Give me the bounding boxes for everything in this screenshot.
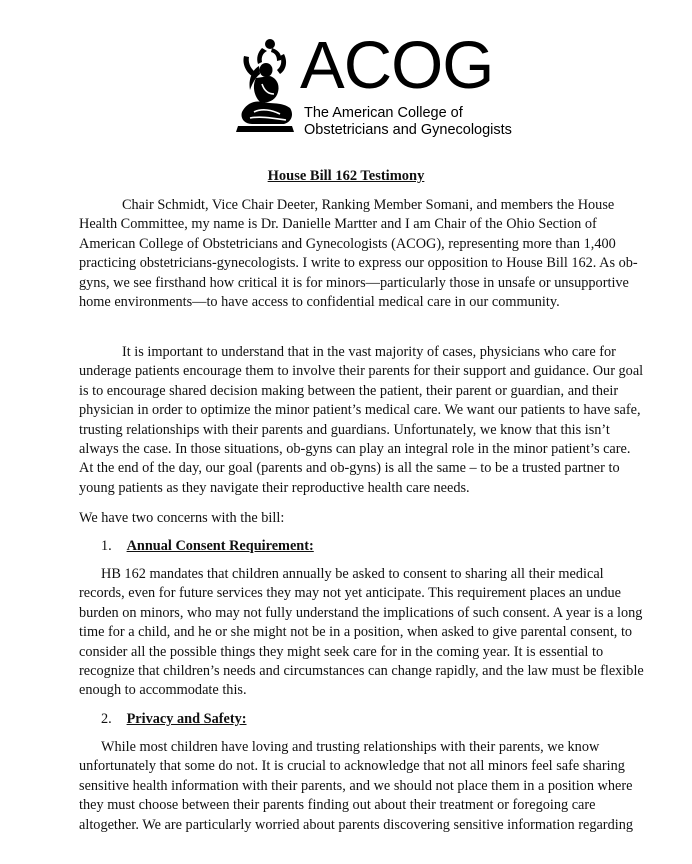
concern-2-body: While most children have loving and trusting relationships with their parents, we know unfortunately that some do not. It is crucial to acknowledge that not all minors feel safe sharing sensitive health information with their parents, and we should not place them in a position where they must choose between their parents finding out about their treatment or foregoing care altogether. We are particularly worried about parents discovering sensitive information regarding: [79, 739, 633, 833]
concern-2-heading-row: [101, 710, 247, 729]
concern-1-number: 1.: [101, 538, 112, 554]
acog-letterhead: [232, 28, 512, 142]
concern-2-heading: Privacy and Safety:: [126, 711, 247, 727]
concern-2-number: 2.: [101, 711, 112, 727]
organization-name-line-2: Obstetricians and Gynecologists: [304, 122, 512, 138]
second-paragraph: It is important to understand that in the vast majority of cases, physicians who care for underage patients encourage them to involve their parents for their support and guidance. Our goal is to encourage shared decision making between the patient, their parent or guardian, and their physician in order to optimize the minor patient’s medical care. We want our patients to have safe, trusting relationships with their parents and guardians. Unfortunately, we know that this isn’t always the case. In those situations, ob-gyns can play an integral role in the minor patient’s care. At the end of the day, our goal (parents and ob-gyns) is all the same – to be a trusted partner to young patients as they navigate their reproductive health care needs.: [79, 344, 644, 496]
acog-wordmark: ACOG: [300, 28, 494, 103]
organization-name: [304, 105, 512, 139]
mother-and-child-figure-icon: [232, 38, 298, 136]
document-title: House Bill 162 Testimony: [267, 168, 425, 184]
concerns-intro: We have two concerns with the bill:: [79, 510, 285, 526]
concern-1-heading-row: [101, 537, 314, 556]
organization-name-line-1: The American College of: [304, 105, 463, 121]
intro-paragraph: Chair Schmidt, Vice Chair Deeter, Ranking Member Somani, and members the House Health Committee, my name is Dr. Danielle Martter and I am Chair of the Ohio Section of American College of Obstetricians and Gynecologists (ACOG), representing more than 1,400 practicing obstetricians-gynecologists. I write to express our opposition to House Bill 162. As ob-gyns, we see firsthand how critical it is for minors—particularly those in unsafe or unsupportive home environments—to have access to confidential medical care in our community.: [79, 197, 638, 311]
concern-1-heading: Annual Consent Requirement:: [126, 538, 314, 554]
concern-1-body: HB 162 mandates that children annually be asked to consent to sharing all their medical records, even for future services they may not yet anticipate. This requirement places an undue burden on minors, who may not fully understand the implications of such consent. A year is a long time for a child, and he or she might not be in a position, when asked to give parental consent, to consider all the possible things they might seek care for in the coming year. It is essential to recognize that children’s needs and circumstances can change rapidly, and the law must be flexible enough to accommodate this.: [79, 566, 644, 699]
